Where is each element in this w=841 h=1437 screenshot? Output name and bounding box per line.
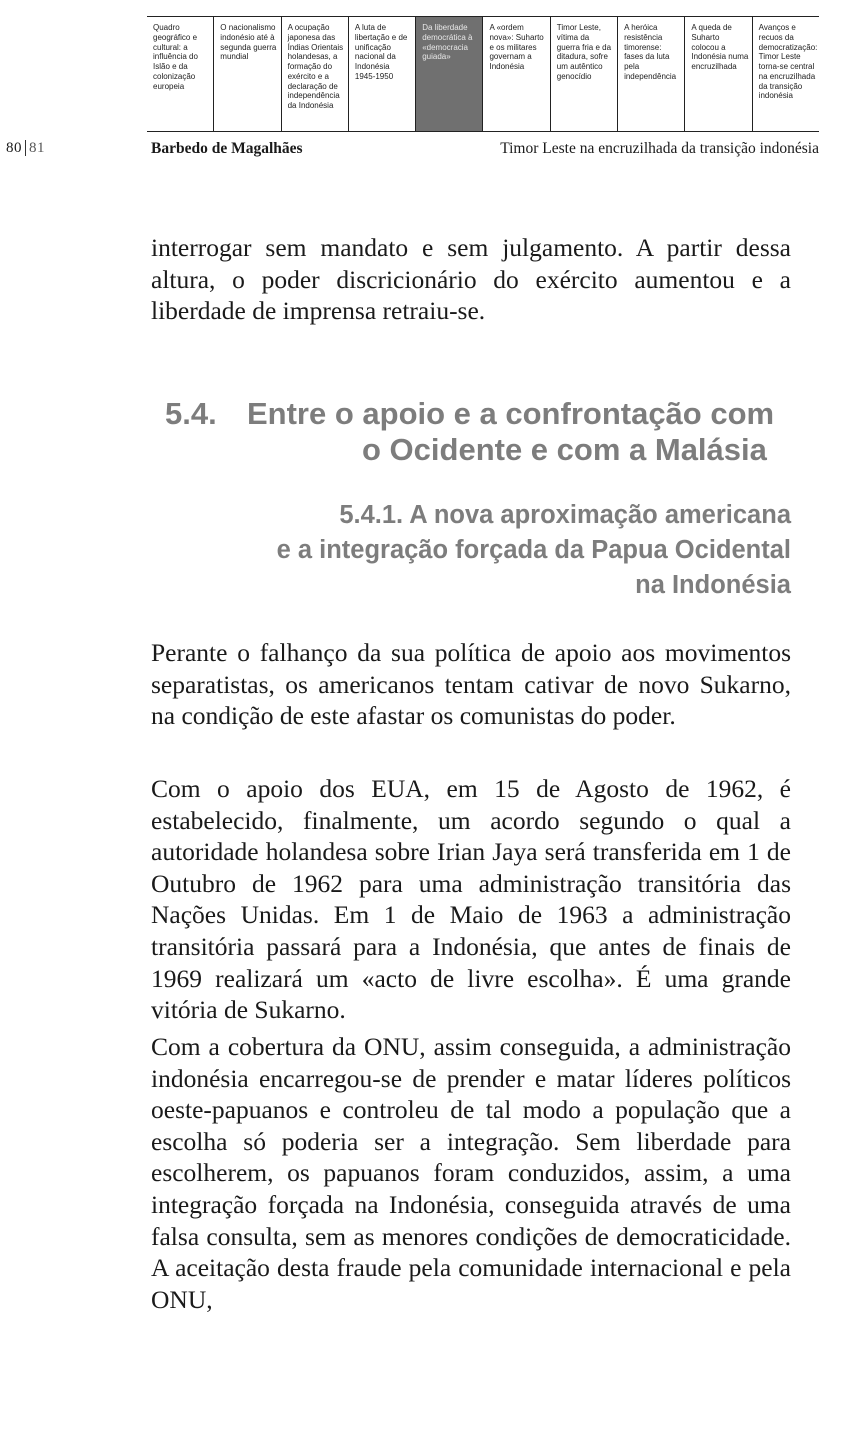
page-number-odd: 81	[29, 140, 45, 156]
section-title-line-1: Entre o apoio e a confrontação com	[247, 396, 775, 431]
chapter-cell: Avanços e recuos da democratização: Timor Leste torna-se central na encruzilhada da transição indonésia	[758, 23, 818, 101]
chapter-cell: A ocupação japonesa das Índias Orientais holandesas, a formação do exército e a declaração de independência da Indonésia	[282, 17, 349, 131]
author-name: Barbedo de Magalhães	[151, 140, 303, 157]
chapter-cell: A queda de Suharto colocou a Indonésia numa encruzilhada	[685, 17, 752, 131]
chapter-cell: O nacionalismo indonésio até à segunda guerra mundial	[214, 17, 281, 131]
subsection-title-line-1: 5.4.1. A nova aproximação americana	[339, 501, 791, 529]
chapter-index-strip	[147, 16, 819, 132]
section-title-line-2: o Ocidente e com a Malásia	[362, 432, 767, 467]
chapter-cell: A luta de libertação e de unificação nacional da Indonésia 1945-1950	[349, 17, 416, 131]
chapter-cell: A «ordem nova»: Suharto e os militares governam a Indonésia	[483, 17, 550, 131]
chapter-cell: Timor Leste, vítima da guerra fria e da ditadura, sofre um autêntico genocídio	[551, 17, 618, 131]
subsection-heading	[151, 498, 791, 603]
section-heading	[165, 396, 795, 468]
chapter-cell: Quadro geográfico e cultural: a influência do Islão e da colonização europeia	[147, 17, 214, 131]
book-title: Timor Leste na encruzilhada da transição indonésia	[500, 140, 819, 157]
chapter-cell-current: Da liberdade democrática à «democracia guiada»	[416, 17, 483, 131]
body-paragraph: Perante o falhanço da sua política de apoio aos movimentos separatistas, os americanos tentam cativar de novo Sukarno, na condição de este afastar os comunistas do poder.	[151, 638, 791, 731]
section-number: 5.4.	[165, 396, 217, 431]
page-number-divider	[25, 140, 26, 156]
subsection-title-line-2: e a integração forçada da Papua Ocidental	[276, 536, 791, 564]
subsection-title-line-3: na Indonésia	[635, 571, 791, 599]
body-paragraph: Com a cobertura da ONU, assim conseguida, a administração indonésia encarregou-se de prender e matar líderes políticos oeste-papuanos e controleu de tal modo a população que a escolha só poderia ser a integração. Sem liberdade para escolherem, os papuanos foram conduzidos, assim, a uma integração forçada na Indonésia, conseguida através de uma falsa consulta, sem as menores condições de democraticidade. A aceitação desta fraude pela comunidade internacional e pela ONU,	[151, 1032, 791, 1314]
page-numbers	[6, 140, 45, 157]
chapter-cell: A heróica resistência timorense: fases da luta pela independência	[618, 17, 685, 131]
body-paragraph: Com o apoio dos EUA, em 15 de Agosto de 1962, é estabelecido, finalmente, um acordo segundo o qual a autoridade holandesa sobre Irian Jaya será transferida em 1 de Outubro de 1962 para uma administração transitória das Nações Unidas. Em 1 de Maio de 1963 a administração transitória passará para a Indonésia, que antes de finais de 1969 realizará um «acto de livre escolha». É uma grande vitória de Sukarno.	[151, 774, 791, 1025]
body-paragraph: interrogar sem mandato e sem julgamento. A partir dessa altura, o poder discricionário do exército aumentou e a liberdade de imprensa retraiu-se.	[151, 233, 791, 326]
running-head	[0, 136, 841, 160]
page-number-even: 80	[6, 140, 22, 156]
